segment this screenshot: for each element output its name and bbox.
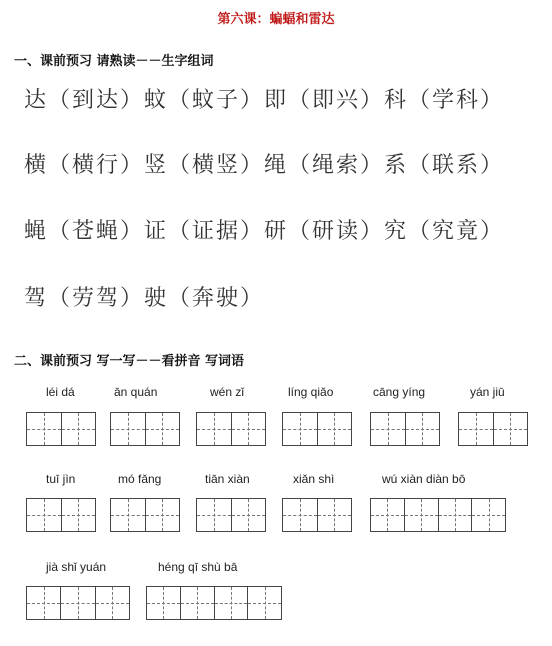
pinyin-label: líng qiǎo xyxy=(288,385,334,399)
vocab-row-1: 达（到达）蚊（蚊子）即（即兴）科（学科） xyxy=(24,88,505,113)
writing-grid[interactable] xyxy=(196,498,266,532)
writing-grid[interactable] xyxy=(370,498,506,532)
writing-grid[interactable] xyxy=(282,498,352,532)
writing-grid[interactable] xyxy=(26,412,96,446)
pinyin-label: wú xiàn diàn bō xyxy=(382,472,466,486)
writing-grid[interactable] xyxy=(458,412,528,446)
pinyin-label: tuī jìn xyxy=(46,472,76,486)
pinyin-label: xiǎn shì xyxy=(293,472,335,486)
writing-grid[interactable] xyxy=(26,586,130,620)
pinyin-label: yán jiū xyxy=(470,385,505,399)
writing-grid[interactable] xyxy=(282,412,352,446)
writing-grid[interactable] xyxy=(26,498,96,532)
lesson-title: 第六课：蝙蝠和雷达 xyxy=(217,12,335,27)
writing-grid[interactable] xyxy=(196,412,266,446)
writing-grid[interactable] xyxy=(370,412,440,446)
vocab-row-2: 横（横行）竖（横竖）绳（绳索）系（联系） xyxy=(24,153,505,178)
pinyin-label: tiān xiàn xyxy=(205,472,250,486)
section2-heading: 二、课前预习 写一写－－看拼音 写词语 xyxy=(14,354,245,369)
pinyin-label: cāng yíng xyxy=(373,385,426,399)
vocab-row-3: 蝇（苍蝇）证（证据）研（研读）究（究竟） xyxy=(24,219,505,244)
pinyin-label: mó fǎng xyxy=(118,472,162,486)
pinyin-label: léi dá xyxy=(46,385,75,399)
writing-grid[interactable] xyxy=(110,498,180,532)
writing-grid[interactable] xyxy=(146,586,282,620)
pinyin-label: ān quán xyxy=(114,385,158,399)
pinyin-label: wén zǐ xyxy=(210,385,245,399)
pinyin-label: jià shǐ yuán xyxy=(46,560,107,574)
writing-grid[interactable] xyxy=(110,412,180,446)
vocab-row-4: 驾（劳驾）驶（奔驶） xyxy=(24,286,265,311)
pinyin-label: héng qī shù bā xyxy=(158,560,238,574)
section1-heading: 一、课前预习 请熟读－－生字组词 xyxy=(14,54,214,69)
